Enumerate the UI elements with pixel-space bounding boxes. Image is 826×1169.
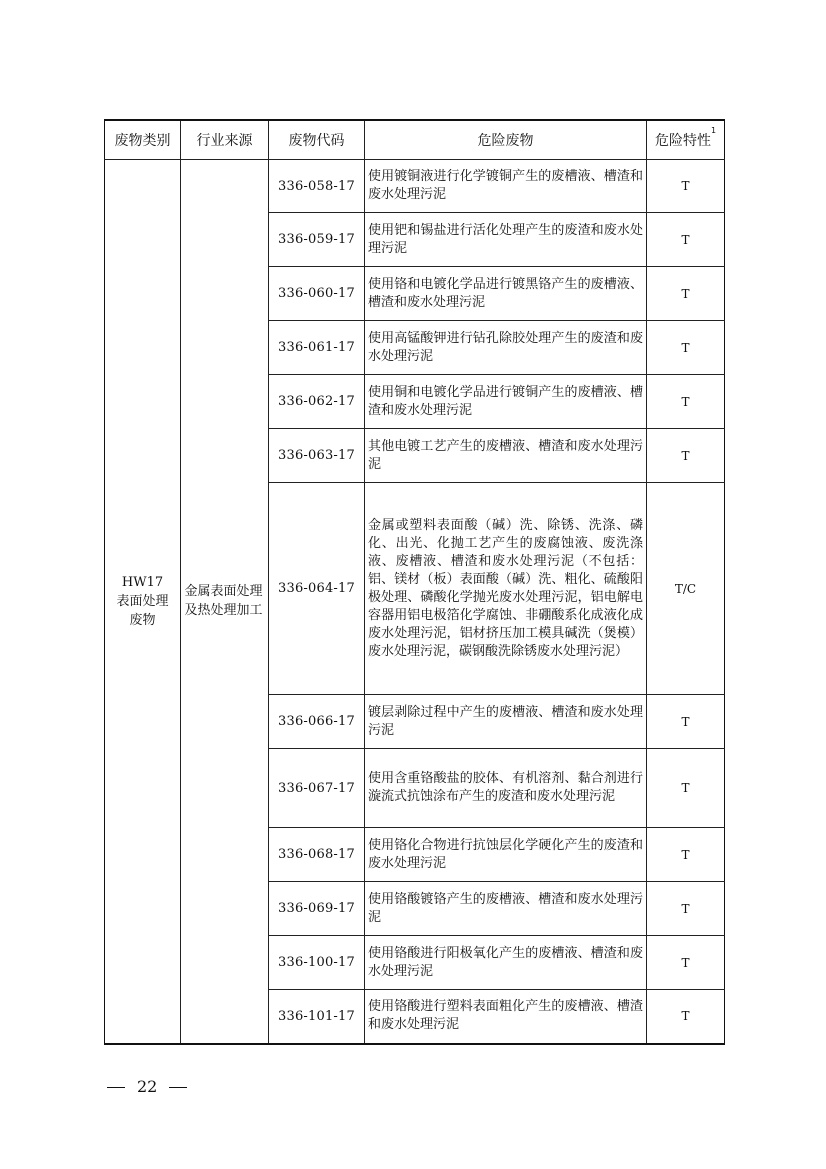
- hazard-characteristic: T: [647, 321, 725, 375]
- category-name: 表面处理废物: [116, 593, 169, 628]
- table-row: [105, 160, 725, 213]
- waste-description: 使用含重铬酸盐的胶体、有机溶剂、黏合剂进行漩流式抗蚀涂布产生的废渣和废水处理污泥: [365, 749, 647, 828]
- header-category: 废物类别: [105, 120, 181, 160]
- waste-description: 使用铜和电镀化学品进行镀铜产生的废槽液、槽渣和废水处理污泥: [365, 375, 647, 429]
- hazardous-waste-table: [104, 119, 725, 1045]
- waste-code: 336-067-17: [269, 749, 365, 828]
- waste-description: 使用高锰酸钾进行钻孔除胶处理产生的废渣和废水处理污泥: [365, 321, 647, 375]
- category-code: HW17: [121, 574, 164, 590]
- waste-description: 使用铬和电镀化学品进行镀黑铬产生的废槽液、槽渣和废水处理污泥: [365, 267, 647, 321]
- header-industry: 行业来源: [181, 120, 269, 160]
- footnote-marker: 1: [710, 126, 717, 135]
- hazard-characteristic: T: [647, 429, 725, 483]
- industry-cell: [181, 160, 269, 1044]
- hazard-characteristic: T: [647, 267, 725, 321]
- waste-code: 336-064-17: [269, 483, 365, 695]
- waste-code: 336-068-17: [269, 828, 365, 882]
- waste-code: 336-063-17: [269, 429, 365, 483]
- category-cell: [105, 160, 181, 1044]
- hazard-characteristic: T: [647, 882, 725, 936]
- waste-description: 使用铬酸进行阳极氧化产生的废槽液、槽渣和废水处理污泥: [365, 936, 647, 990]
- waste-code: 336-100-17: [269, 936, 365, 990]
- waste-description: 使用铬化合物进行抗蚀层化学硬化产生的废渣和废水处理污泥: [365, 828, 647, 882]
- footer-dash-right: [169, 1087, 187, 1088]
- table-body: [105, 160, 725, 1044]
- waste-description: 使用镀铜液进行化学镀铜产生的废槽液、槽渣和废水处理污泥: [365, 160, 647, 213]
- hazard-characteristic: T: [647, 990, 725, 1044]
- waste-code: 336-058-17: [269, 160, 365, 213]
- header-waste: 危险废物: [365, 120, 647, 160]
- waste-code: 336-066-17: [269, 695, 365, 749]
- page-number: 22: [137, 1077, 158, 1096]
- waste-code: 336-061-17: [269, 321, 365, 375]
- waste-description: 使用钯和锡盐进行活化处理产生的废渣和废水处理污泥: [365, 213, 647, 267]
- page-footer: [107, 1077, 199, 1096]
- hazard-characteristic: T: [647, 695, 725, 749]
- footer-dash-left: [107, 1087, 125, 1088]
- waste-code: 336-059-17: [269, 213, 365, 267]
- hazard-characteristic: T: [647, 936, 725, 990]
- waste-code: 336-060-17: [269, 267, 365, 321]
- waste-description: 金属或塑料表面酸（碱）洗、除锈、洗涤、磷化、出光、化抛工艺产生的废腐蚀液、废洗涤液、废槽液、槽渣和废水处理污泥（不包括：铝、镁材（板）表面酸（碱）洗、粗化、硫酸阳极处理、磷酸化学抛光废水处理污泥，铝电解电容器用铝电极箔化学腐蚀、非硼酸系化成液化成废水处理污泥，铝材挤压加工模具碱洗（煲模）废水处理污泥，碳钢酸洗除锈废水处理污泥）: [365, 483, 647, 695]
- waste-code: 336-069-17: [269, 882, 365, 936]
- hazard-characteristic: T: [647, 749, 725, 828]
- header-row: [105, 120, 725, 160]
- hazard-characteristic: T: [647, 160, 725, 213]
- header-code: 废物代码: [269, 120, 365, 160]
- hazard-characteristic: T: [647, 375, 725, 429]
- hazard-characteristic: T: [647, 213, 725, 267]
- hazard-characteristic: T: [647, 828, 725, 882]
- waste-description: 使用铬酸进行塑料表面粗化产生的废槽液、槽渣和废水处理污泥: [365, 990, 647, 1044]
- waste-code: 336-101-17: [269, 990, 365, 1044]
- waste-code: 336-062-17: [269, 375, 365, 429]
- header-hazard: [647, 120, 725, 160]
- industry-source: 金属表面处理及热处理加工: [184, 584, 263, 619]
- waste-description: 其他电镀工艺产生的废槽液、槽渣和废水处理污泥: [365, 429, 647, 483]
- header-hazard-label: 危险特性: [654, 133, 711, 149]
- waste-description: 使用铬酸镀铬产生的废槽液、槽渣和废水处理污泥: [365, 882, 647, 936]
- waste-description: 镀层剥除过程中产生的废槽液、槽渣和废水处理污泥: [365, 695, 647, 749]
- hazard-characteristic: T/C: [647, 483, 725, 695]
